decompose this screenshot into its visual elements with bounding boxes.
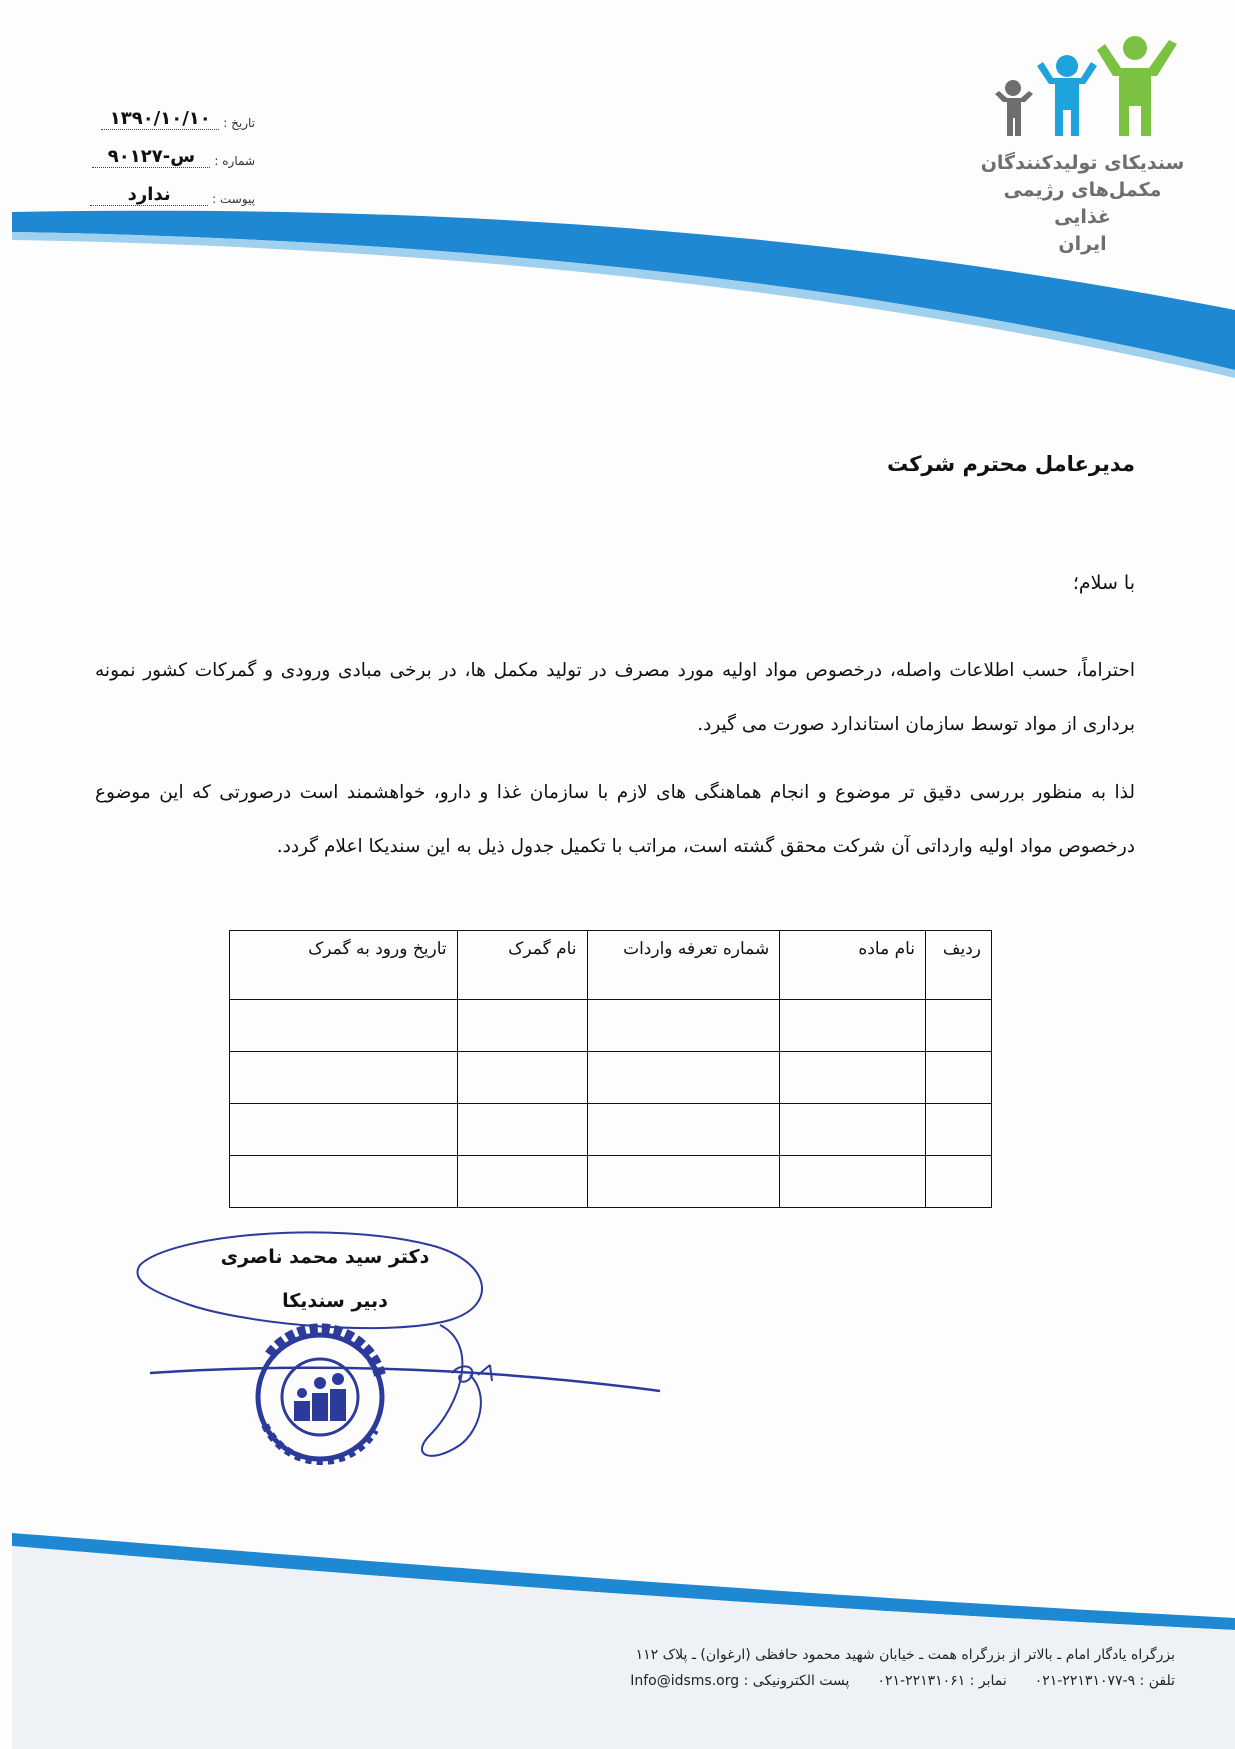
- greeting: با سلام؛: [1072, 572, 1135, 594]
- number-row: [85, 130, 255, 168]
- table-cell[interactable]: [926, 1156, 992, 1208]
- date-value: ۱۳۹۰/۱۰/۱۰: [101, 108, 219, 130]
- table-cell[interactable]: [230, 1104, 458, 1156]
- org-name-line1: سندیکای تولیدکنندگان: [980, 152, 1185, 174]
- footer-wave-shape: [0, 1500, 1235, 1749]
- table-cell[interactable]: [230, 1052, 458, 1104]
- date-label: تاریخ :: [223, 116, 255, 130]
- table-cell[interactable]: [780, 1000, 926, 1052]
- header-material-name: نام ماده: [780, 931, 926, 1000]
- date-row: [85, 92, 255, 130]
- table-cell[interactable]: [457, 1156, 587, 1208]
- header-tariff-number: شماره تعرفه واردات: [587, 931, 780, 1000]
- table-cell[interactable]: [926, 1104, 992, 1156]
- table-cell[interactable]: [587, 1156, 780, 1208]
- paragraph-2: لذا به منظور بررسی دقیق تر موضوع و انجام هماهنگی های لازم با سازمان غذا و دارو، خواهشمند است درصورتی که این موضوع درخصوص مواد اولیه وارداتی آن شرکت محقق گشته است، مراتب با تکمیل جدول ذیل به این سندیکا اعلام گردد.: [95, 782, 1135, 857]
- letter-meta: [85, 92, 255, 206]
- org-name-line2: مکمل‌های رژیمی غذایی: [1003, 179, 1162, 228]
- number-value: س-۹۰۱۲۷: [92, 146, 210, 168]
- footer-fax: نمابر : ۲۲۱۳۱۰۶۱-۰۲۱: [877, 1673, 1007, 1689]
- syndicate-logo-icon: [985, 36, 1190, 156]
- table-cell[interactable]: [926, 1000, 992, 1052]
- footer-phone: تلفن : ۹-۲۲۱۳۱۰۷۷-۰۲۱: [1034, 1673, 1175, 1689]
- org-name-line3: ایران: [1058, 233, 1107, 255]
- paragraph-1: احتراماً، حسب اطلاعات واصله، درخصوص مواد اولیه مورد مصرف در تولید مکمل ها، در برخی مبادی ورودی و گمرکات کشور نمونه برداری از مواد توسط سازمان استاندارد صورت می گیرد.: [95, 660, 1135, 735]
- table-cell[interactable]: [230, 1156, 458, 1208]
- table-cell[interactable]: [230, 1000, 458, 1052]
- table-header-row: [230, 931, 992, 1000]
- table-cell[interactable]: [457, 1052, 587, 1104]
- number-label: شماره :: [214, 154, 255, 168]
- table-cell[interactable]: [780, 1052, 926, 1104]
- table-row: [230, 1000, 992, 1052]
- table-cell[interactable]: [587, 1104, 780, 1156]
- materials-table: [229, 930, 992, 1208]
- footer-contacts: [415, 1673, 1175, 1689]
- header-customs-name: نام گمرک: [457, 931, 587, 1000]
- organization-name: [975, 150, 1190, 258]
- table-cell[interactable]: [780, 1156, 926, 1208]
- attachment-row: [85, 168, 255, 206]
- table-cell[interactable]: [587, 1000, 780, 1052]
- table-row: [230, 1052, 992, 1104]
- attachment-value: ندارد: [90, 184, 208, 206]
- attachment-label: پیوست :: [212, 192, 255, 206]
- table-row: [230, 1156, 992, 1208]
- table-cell[interactable]: [587, 1052, 780, 1104]
- table-cell[interactable]: [457, 1000, 587, 1052]
- header-entry-date: تاریخ ورود به گمرک: [230, 931, 458, 1000]
- table-row: [230, 1104, 992, 1156]
- signatory-title: دبیر سندیکا: [282, 1290, 388, 1312]
- table-cell[interactable]: [926, 1052, 992, 1104]
- signatory-name: دکتر سید محمد ناصری: [220, 1246, 430, 1268]
- recipient: مدیرعامل محترم شرکت: [886, 452, 1135, 476]
- footer-address: بزرگراه یادگار امام ـ بالاتر از بزرگراه همت ـ خیابان شهید محمود حافظی (ارغوان) ـ پلاک ۱۱۲: [635, 1647, 1175, 1663]
- header-row-number: ردیف: [926, 931, 992, 1000]
- footer-email[interactable]: پست الکترونیکی : Info@idsms.org: [630, 1673, 850, 1689]
- table-cell[interactable]: [457, 1104, 587, 1156]
- table-cell[interactable]: [780, 1104, 926, 1156]
